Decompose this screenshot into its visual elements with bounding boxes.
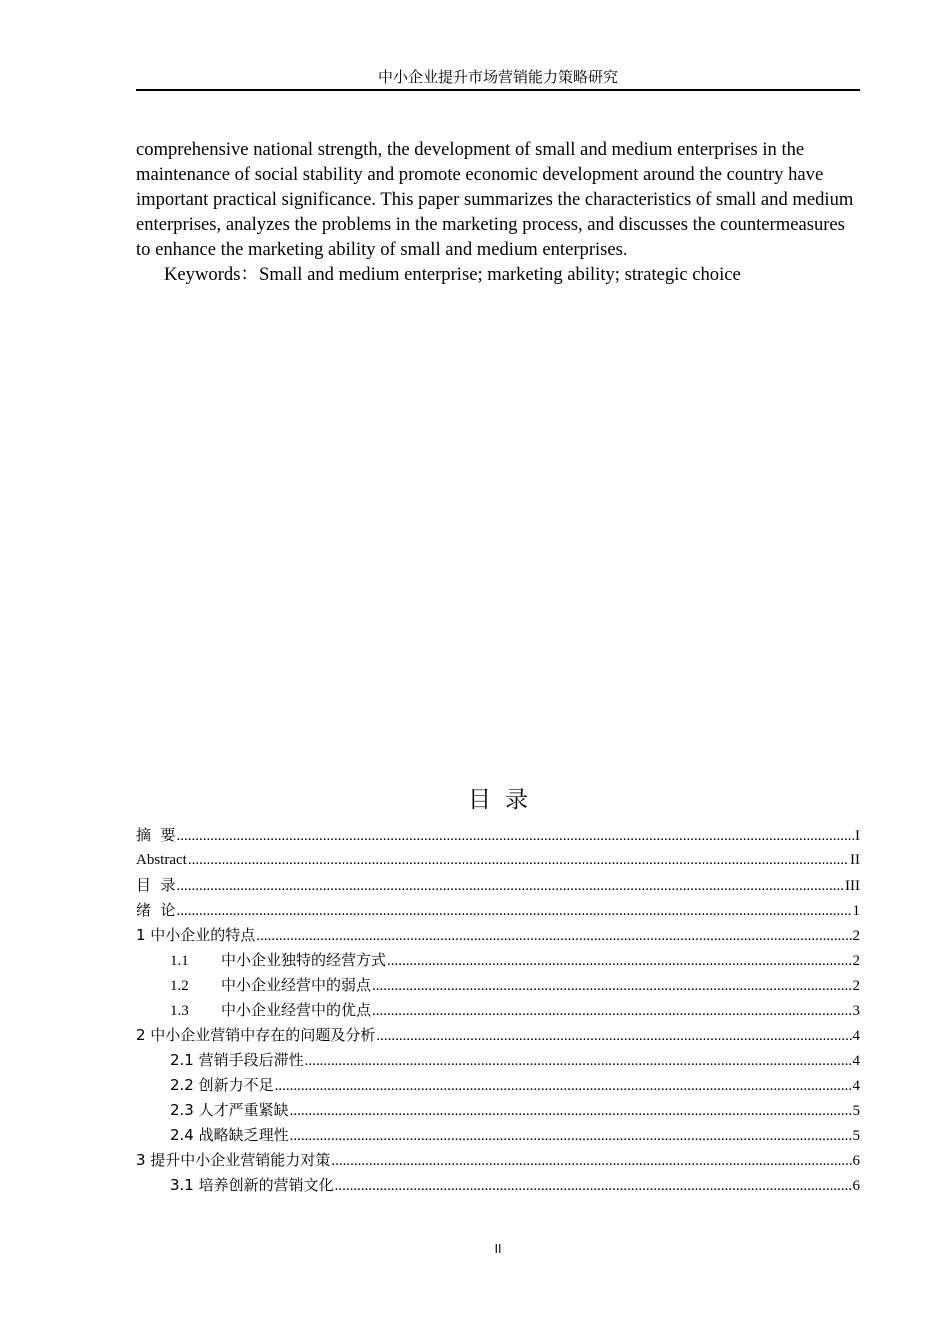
toc-entry[interactable] xyxy=(136,1048,860,1073)
toc-entry-text: 中小企业经营中的弱点 xyxy=(221,976,372,994)
toc-leader-dots xyxy=(335,1174,852,1198)
toc-entry-label: 2.1 营销手段后滞性 xyxy=(170,1051,304,1069)
toc-entry-page: 2 xyxy=(852,928,860,944)
toc-entry-page: 5 xyxy=(852,1103,860,1119)
toc-entry[interactable] xyxy=(136,1148,860,1173)
toc-entry-label: 目 录 xyxy=(136,876,176,894)
toc-leader-dots xyxy=(275,1074,852,1098)
toc-entry-page: III xyxy=(845,878,860,894)
toc-entry[interactable] xyxy=(136,973,860,998)
toc-leader-dots xyxy=(177,824,854,848)
toc-entry[interactable] xyxy=(136,923,860,948)
toc-leader-dots xyxy=(177,874,844,898)
toc-entry-page: II xyxy=(850,852,860,868)
toc-entry-page: 2 xyxy=(852,978,860,994)
toc-leader-dots xyxy=(387,949,851,973)
toc-entry-label: 1 中小企业的特点 xyxy=(136,926,256,944)
toc-entry-label xyxy=(170,998,371,1023)
toc-leader-dots xyxy=(372,974,851,998)
toc-leader-dots xyxy=(290,1124,852,1148)
toc-entry-label: 2.2 创新力不足 xyxy=(170,1076,274,1094)
abstract-paragraph: comprehensive national strength, the development of small and medium enterprises in the maintenance of social stability and promote economic development around the country have important practical significance. This paper summarizes the characteristics of small and medium enterprises, analyzes the problems in the marketing process, and discusses the countermeasures to enhance the marketing ability of small and medium enterprises. xyxy=(136,139,854,260)
abstract-section xyxy=(136,137,860,287)
toc-entry-text: 中小企业独特的经营方式 xyxy=(221,951,387,969)
toc-entry-label: 2 中小企业营销中存在的问题及分析 xyxy=(136,1026,376,1044)
toc-entry-label xyxy=(170,973,371,998)
keywords-line xyxy=(136,262,860,287)
toc-entry-label: 绪 论 xyxy=(136,901,176,919)
toc-entry-page: 5 xyxy=(852,1128,860,1144)
toc-entry-page: 4 xyxy=(852,1028,860,1044)
toc-leader-dots xyxy=(331,1149,851,1173)
toc-leader-dots xyxy=(256,924,851,948)
toc-entry-number: 1.2 xyxy=(170,978,189,994)
toc-entry[interactable] xyxy=(136,873,860,898)
toc-entry[interactable] xyxy=(136,948,860,973)
toc-entry[interactable] xyxy=(136,1123,860,1148)
toc-entry-page: 4 xyxy=(852,1053,860,1069)
toc-entry-label: 摘 要 xyxy=(136,826,176,844)
toc-entry-label: 3 提升中小企业营销能力对策 xyxy=(136,1151,331,1169)
toc-leader-dots xyxy=(177,899,852,923)
toc-entry-page: 6 xyxy=(852,1178,860,1194)
toc-leader-dots xyxy=(372,999,851,1023)
toc-entry[interactable] xyxy=(136,1023,860,1048)
page-number: II xyxy=(494,1242,502,1256)
toc-entry[interactable] xyxy=(136,823,860,848)
toc-entry-label: 2.3 人才严重紧缺 xyxy=(170,1101,289,1119)
toc-entry-number: 1.3 xyxy=(170,1003,189,1019)
toc-entry[interactable] xyxy=(136,898,860,923)
toc-entry-number: 1.1 xyxy=(170,953,189,969)
toc-entry-label: 2.4 战略缺乏理性 xyxy=(170,1126,289,1144)
toc-entry-page: 2 xyxy=(852,953,860,969)
toc-entry[interactable] xyxy=(136,1073,860,1098)
toc-entry[interactable] xyxy=(136,998,860,1023)
keywords-label: Keywords： xyxy=(164,264,260,285)
toc-entry[interactable] xyxy=(136,1098,860,1123)
toc-entry-label: Abstract xyxy=(136,852,187,868)
page-header xyxy=(136,66,860,91)
toc-entry-label: 3.1 培养创新的营销文化 xyxy=(170,1176,334,1194)
toc-entry-page: 6 xyxy=(852,1153,860,1169)
toc-leader-dots xyxy=(290,1099,852,1123)
page-footer xyxy=(136,1240,860,1258)
toc-entry-label xyxy=(170,948,386,973)
toc-title: 目录 xyxy=(468,787,542,813)
header-title: 中小企业提升市场营销能力策略研究 xyxy=(377,68,618,86)
keywords-text: Small and medium enterprise; marketing ability; strategic choice xyxy=(259,264,741,285)
toc-leader-dots xyxy=(305,1049,852,1073)
toc-leader-dots xyxy=(376,1024,851,1048)
table-of-contents xyxy=(136,823,860,1198)
toc-entry[interactable] xyxy=(136,848,860,873)
toc-entry-page: 1 xyxy=(852,903,860,919)
toc-leader-dots xyxy=(188,848,849,873)
toc-entry-page: 3 xyxy=(852,1003,860,1019)
toc-entry-text: 中小企业经营中的优点 xyxy=(221,1001,372,1019)
toc-entry[interactable] xyxy=(136,1173,860,1198)
toc-entry-page: 4 xyxy=(852,1078,860,1094)
toc-entry-page: I xyxy=(855,828,860,844)
